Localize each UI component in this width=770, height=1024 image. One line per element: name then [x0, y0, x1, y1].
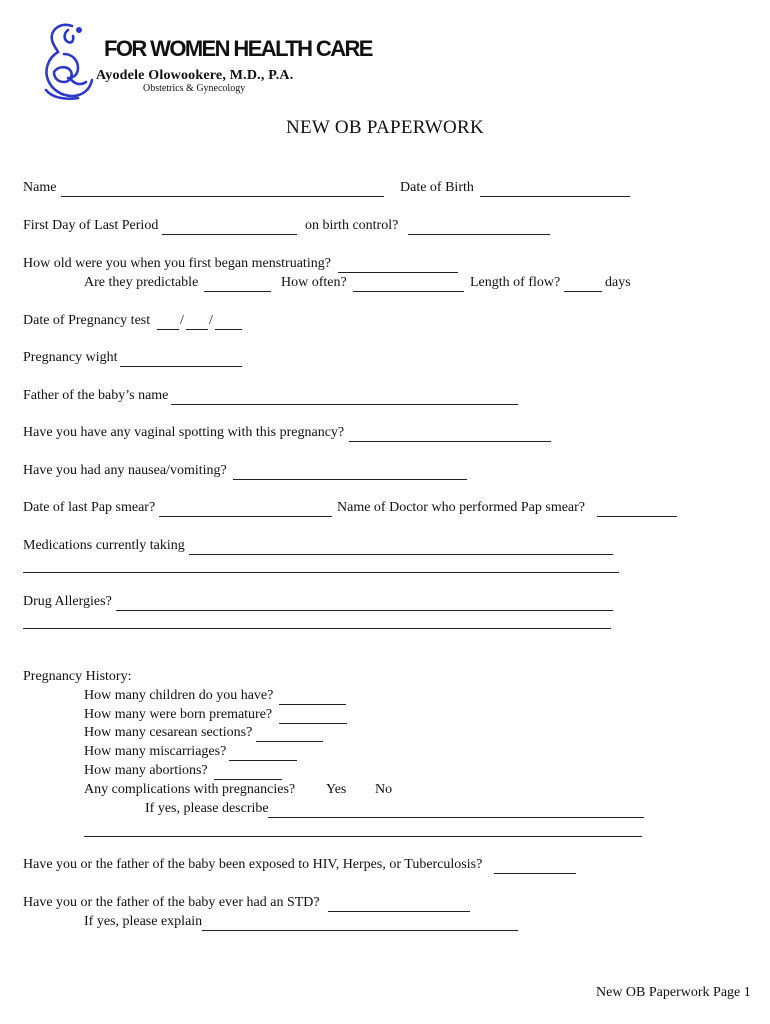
father-field[interactable] — [171, 404, 518, 405]
preg-weight-label: Pregnancy wight — [23, 350, 118, 365]
allergies-label: Drug Allergies? — [23, 594, 112, 609]
nausea-field[interactable] — [233, 479, 467, 480]
std-label: Have you or the father of the baby ever had an STD? — [23, 895, 320, 910]
dob-label: Date of Birth — [400, 180, 474, 195]
pap-doctor-label: Name of Doctor who performed Pap smear? — [337, 500, 586, 515]
cesarean-label: How many cesarean sections? — [84, 725, 253, 740]
brand-title: FOR WOMEN HEALTH CARE — [104, 36, 372, 61]
name-label: Name — [23, 180, 57, 195]
pap-date-field[interactable] — [159, 516, 332, 517]
preg-weight-field[interactable] — [120, 366, 242, 367]
nausea-label: Have you had any nausea/vomiting? — [23, 463, 227, 478]
birth-control-label: on birth control? — [305, 218, 399, 233]
complications-label: Any complications with pregnancies? — [84, 782, 296, 797]
premature-label: How many were born premature? — [84, 707, 273, 722]
dob-field[interactable] — [480, 196, 630, 197]
how-often-field[interactable] — [353, 291, 464, 292]
lmp-field[interactable] — [162, 234, 297, 235]
miscarriages-field[interactable] — [229, 760, 297, 761]
allergies-field-2[interactable] — [23, 628, 611, 629]
abortions-label: How many abortions? — [84, 763, 208, 778]
spotting-field[interactable] — [349, 441, 551, 442]
exposure-label: Have you or the father of the baby been exposed to HIV, Herpes, or Tuberculosis? — [23, 857, 483, 872]
flow-length-field[interactable] — [564, 291, 602, 292]
lmp-label: First Day of Last Period — [23, 218, 159, 233]
name-field[interactable] — [61, 196, 384, 197]
cesarean-field[interactable] — [256, 741, 323, 742]
preg-test-month-field[interactable] — [157, 329, 179, 330]
preg-test-year-field[interactable] — [215, 329, 242, 330]
menstruation-age-label: How old were you when you first began menstruating? — [23, 256, 331, 271]
date-slash: / — [180, 313, 184, 328]
medications-label: Medications currently taking — [23, 538, 185, 553]
flow-length-label: Length of flow? — [470, 275, 561, 290]
describe-field-2[interactable] — [84, 836, 642, 837]
doctor-name: Ayodele Olowookere, M.D., P.A. — [96, 68, 294, 83]
describe-field[interactable] — [268, 817, 644, 818]
predictable-field[interactable] — [204, 291, 271, 292]
exposure-field[interactable] — [494, 873, 576, 874]
specialty: Obstetrics & Gynecology — [143, 83, 246, 94]
premature-field[interactable] — [279, 723, 347, 724]
page-footer: New OB Paperwork Page 1 — [596, 985, 751, 1000]
spotting-label: Have you have any vaginal spotting with this pregnancy? — [23, 425, 345, 440]
std-explain-field[interactable] — [202, 930, 518, 931]
std-explain-label: If yes, please explain — [84, 914, 203, 929]
menstruation-age-field[interactable] — [338, 272, 458, 273]
date-slash: / — [209, 313, 213, 328]
father-label: Father of the baby’s name — [23, 388, 169, 403]
mother-and-child-logo-icon — [38, 20, 96, 102]
medications-field[interactable] — [189, 554, 613, 555]
children-field[interactable] — [279, 704, 346, 705]
children-label: How many children do you have? — [84, 688, 274, 703]
std-field[interactable] — [328, 911, 470, 912]
how-often-label: How often? — [281, 275, 347, 290]
days-label: days — [605, 275, 631, 290]
complications-no-option[interactable]: No — [375, 782, 393, 797]
birth-control-field[interactable] — [408, 234, 550, 235]
allergies-field[interactable] — [116, 610, 613, 611]
pap-date-label: Date of last Pap smear? — [23, 500, 156, 515]
pap-doctor-field[interactable] — [597, 516, 677, 517]
history-heading: Pregnancy History: — [23, 669, 132, 684]
preg-test-label: Date of Pregnancy test — [23, 313, 151, 328]
describe-label: If yes, please describe — [145, 801, 269, 816]
abortions-field[interactable] — [214, 779, 282, 780]
predictable-label: Are they predictable — [84, 275, 199, 290]
miscarriages-label: How many miscarriages? — [84, 744, 227, 759]
page-title: NEW OB PAPERWORK — [285, 117, 484, 138]
complications-yes-option[interactable]: Yes — [326, 782, 347, 797]
preg-test-day-field[interactable] — [186, 329, 208, 330]
medications-field-2[interactable] — [23, 572, 619, 573]
